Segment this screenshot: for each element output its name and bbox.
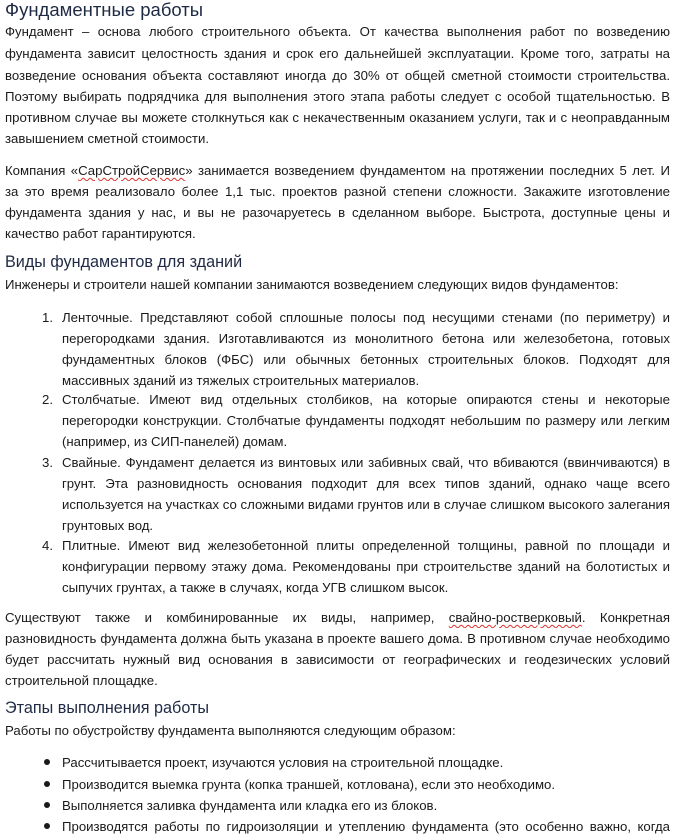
list-item-line: Ленточные. Представляют собой сплошные полосы под несущими стенами (по периметру) и xyxy=(62,310,670,325)
list-item-line: перегородками здания. Изготавливаются из монолитного бетона или железобетона, готовых xyxy=(62,331,670,346)
bullet-item: Производятся работы по гидроизоляции и утеплению фундамента (это особенно важно, когда xyxy=(62,819,670,834)
company-line: фундамента здания у нас, и вы не разочаруетесь в сделанном выборе. Быстрота, доступные цены и xyxy=(5,205,670,220)
list-item-line: сыпучих грунтах, а также в случаях, когда УГВ слишком высок. xyxy=(62,580,449,595)
combined-line: будет рассчитать нужный вид основания в зависимости от географических и геодезических условий xyxy=(5,652,670,667)
page-title: Фундаментные работы xyxy=(5,0,204,20)
company-line: качество работ гарантируются. xyxy=(5,226,196,241)
list-marker: 4. xyxy=(42,538,53,553)
section-heading-stages: Этапы выполнения работы xyxy=(5,699,210,717)
combined-line: разновидность фундамента должна быть указана в проекте вашего дома. В противном случае необходимо xyxy=(5,631,670,646)
bullet-icon xyxy=(44,759,50,765)
company-name: СарСтройСервис xyxy=(78,163,186,178)
section-intro: Работы по обустройству фундамента выполняются следующим образом: xyxy=(5,723,456,738)
intro-line: завышением сметной стоимости. xyxy=(5,131,209,146)
bullet-icon xyxy=(44,802,50,808)
bullet-item: Производится выемка грунта (копка траншей, котлована), если это необходимо. xyxy=(62,777,556,792)
combined-line: Существуют также и комбинированные их виды, например, свайно-ростверковый. Конкретная xyxy=(5,610,670,625)
bullet-icon xyxy=(44,781,50,787)
list-item-line: (например, из СИП-панелей) домам. xyxy=(62,434,288,449)
list-marker: 1. xyxy=(42,310,53,325)
bullet-item: Выполняется заливка фундамента или кладка его из блоков. xyxy=(62,798,438,813)
intro-line: Поэтому выбирать подрядчика для выполнения этого этапа работы следует с особой тщательностью. В xyxy=(5,89,670,104)
bullet-item: Рассчитывается проект, изучаются условия на строительной площадке. xyxy=(62,755,504,770)
intro-line: противном случае вы можете столкнуться как с некачественным оказанием услуги, так и с неоправданным xyxy=(5,110,670,125)
list-item-line: Свайные. Фундамент делается из винтовых или забивных свай, что вбиваются (ввинчиваются) в xyxy=(62,455,670,470)
list-item-line: Плитные. Имеют вид железобетонной плиты определенной толщины, равной по площади и xyxy=(62,538,670,553)
list-item-line: массивных зданий из тяжелых строительных материалов. xyxy=(62,373,420,388)
list-item-line: фундаментных блоков (ФБС) или обычных бетонных строительных блоков. Подходят для xyxy=(62,352,670,367)
list-marker: 2. xyxy=(42,392,53,407)
bullet-icon xyxy=(44,823,50,829)
list-item-line: Столбчатые. Имеют вид отдельных столбиков, на которые опираются стены и некоторые xyxy=(62,392,670,407)
list-item-line: используется на участках со сложными видами грунтов или в случае слишком высокого залегания xyxy=(62,497,670,512)
intro-line: фундамента зависит целостность здания и срок его дальнейшей эксплуатации. Кроме того, затраты на xyxy=(5,46,670,61)
list-item-line: грунтовых вод. xyxy=(62,518,154,533)
list-item-line: перегородки конструкции. Столбчатые фундаменты подходят небольшим по размеру или легким xyxy=(62,413,670,428)
list-item-line: конфигурации первому этажу дома. Рекомендованы при строительстве зданий на болотистых и xyxy=(62,559,670,574)
combined-term: свайно-ростверковый xyxy=(448,610,582,625)
list-marker: 3. xyxy=(42,455,53,470)
intro-line: возведение основания объекта составляют иногда до 30% от общей сметной стоимости строительства. xyxy=(5,68,670,83)
company-line: за это время реализовало более 1,1 тыс. проектов разной степени сложности. Закажите изготовление xyxy=(5,184,670,199)
company-line: Компания «СарСтройСервис» занимается возведением фундаментом на протяжении последних 5 лет. И xyxy=(5,163,670,178)
intro-line: Фундамент – основа любого строительного объекта. От качества выполнения работ по возведению xyxy=(5,24,670,39)
list-item-line: грунт. Эта разновидность основания подходит для всех типов зданий, однако чаще всего xyxy=(62,476,670,491)
section-heading-types: Виды фундаментов для зданий xyxy=(5,253,243,271)
section-intro: Инженеры и строители нашей компании занимаются возведением следующих видов фундаментов: xyxy=(5,277,619,292)
combined-line: строительной площадке. xyxy=(5,673,158,688)
